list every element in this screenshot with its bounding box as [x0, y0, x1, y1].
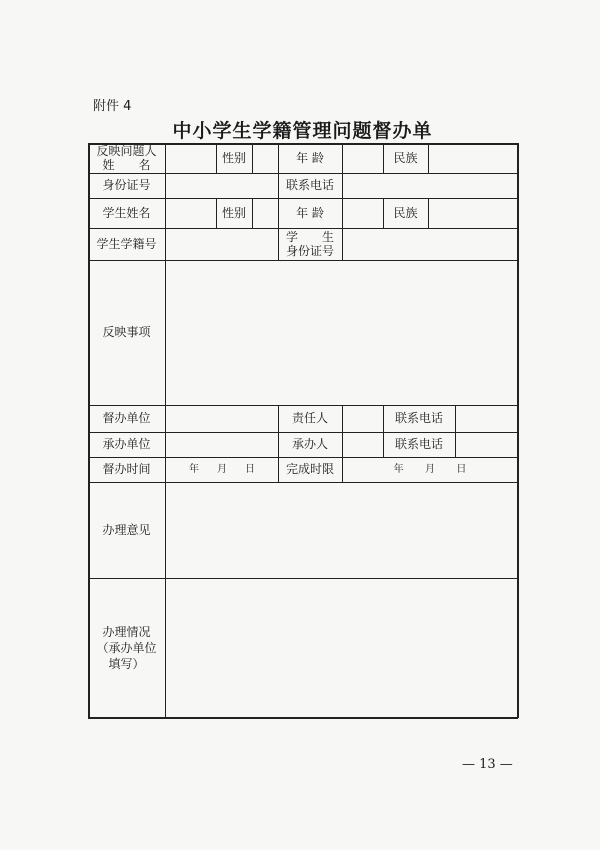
responsible-person-label: 责任人: [291, 411, 328, 425]
responsible-person-input[interactable]: [343, 406, 383, 432]
year-unit: 年: [393, 464, 404, 475]
supervising-unit-label: 督办单位: [102, 411, 151, 425]
page-number: — 13 —: [462, 757, 513, 772]
student-gender-label: 性别: [221, 205, 246, 220]
student-id-label: [278, 228, 342, 260]
student-name-input[interactable]: [166, 199, 216, 228]
gender-label: 性别: [221, 150, 246, 165]
student-id-label-line2: 身份证号: [285, 244, 334, 258]
age-label: 年 龄: [296, 150, 324, 165]
id-number-label: 身份证号: [102, 178, 151, 192]
contact-phone-label: 联系电话: [394, 411, 443, 425]
status-label-line1: 办理情况: [102, 624, 151, 639]
supervise-time-label: 督办时间: [102, 462, 151, 476]
contact-phone-input[interactable]: [456, 406, 517, 432]
reporter-name-label-line2: 姓 名: [102, 158, 151, 172]
student-name-label: 学生姓名: [102, 205, 151, 220]
status-label-line2: （承办单位: [96, 640, 157, 655]
handling-unit-input[interactable]: [166, 433, 278, 457]
deadline-label: 完成时限: [285, 462, 334, 476]
reporter-gender-input[interactable]: [253, 144, 278, 173]
opinion-input[interactable]: [166, 483, 517, 578]
form-title: 中小学生学籍管理问题督办单: [172, 120, 433, 142]
student-age-label: 年 龄: [296, 205, 324, 220]
reporter-name-label-line1: 反映问题人: [96, 144, 157, 158]
phone-input[interactable]: [343, 174, 517, 198]
student-ethnicity-label: 民族: [393, 205, 418, 220]
deadline-date-field[interactable]: [343, 457, 517, 482]
supervising-unit-input[interactable]: [166, 406, 278, 432]
handler-label: 承办人: [291, 437, 328, 451]
student-gender-input[interactable]: [253, 199, 278, 228]
reporter-name-input[interactable]: [166, 144, 216, 173]
status-input[interactable]: [166, 579, 517, 717]
student-id-input[interactable]: [343, 229, 517, 260]
matter-input[interactable]: [166, 261, 517, 405]
reporter-age-input[interactable]: [343, 144, 383, 173]
phone-label: 联系电话: [285, 178, 334, 192]
student-ethnicity-input[interactable]: [429, 199, 517, 228]
handler-phone-input[interactable]: [456, 433, 517, 457]
student-reg-no-input[interactable]: [166, 229, 278, 260]
id-number-input[interactable]: [166, 174, 278, 198]
handler-phone-label: 联系电话: [394, 437, 443, 451]
attachment-label: 附件 4: [93, 99, 132, 114]
day-unit: 日: [456, 464, 467, 475]
reporter-ethnicity-input[interactable]: [429, 144, 517, 173]
handling-unit-label: 承办单位: [102, 437, 151, 451]
status-label-line3: 填写）: [108, 656, 145, 671]
student-reg-no-label: 学生学籍号: [96, 236, 157, 251]
year-unit: 年: [189, 464, 199, 475]
reporter-name-label: [88, 143, 165, 173]
opinion-label: 办理意见: [102, 522, 151, 537]
handler-input[interactable]: [343, 433, 383, 457]
status-label: [88, 578, 165, 717]
ethnicity-label: 民族: [393, 150, 418, 165]
supervise-date-field[interactable]: [166, 457, 278, 482]
day-unit: 日: [245, 464, 255, 475]
matter-label: 反映事项: [102, 325, 151, 339]
month-unit: 月: [424, 464, 435, 475]
student-id-label-line1: 学 生: [285, 230, 334, 244]
student-age-input[interactable]: [343, 199, 383, 228]
month-unit: 月: [217, 464, 227, 475]
